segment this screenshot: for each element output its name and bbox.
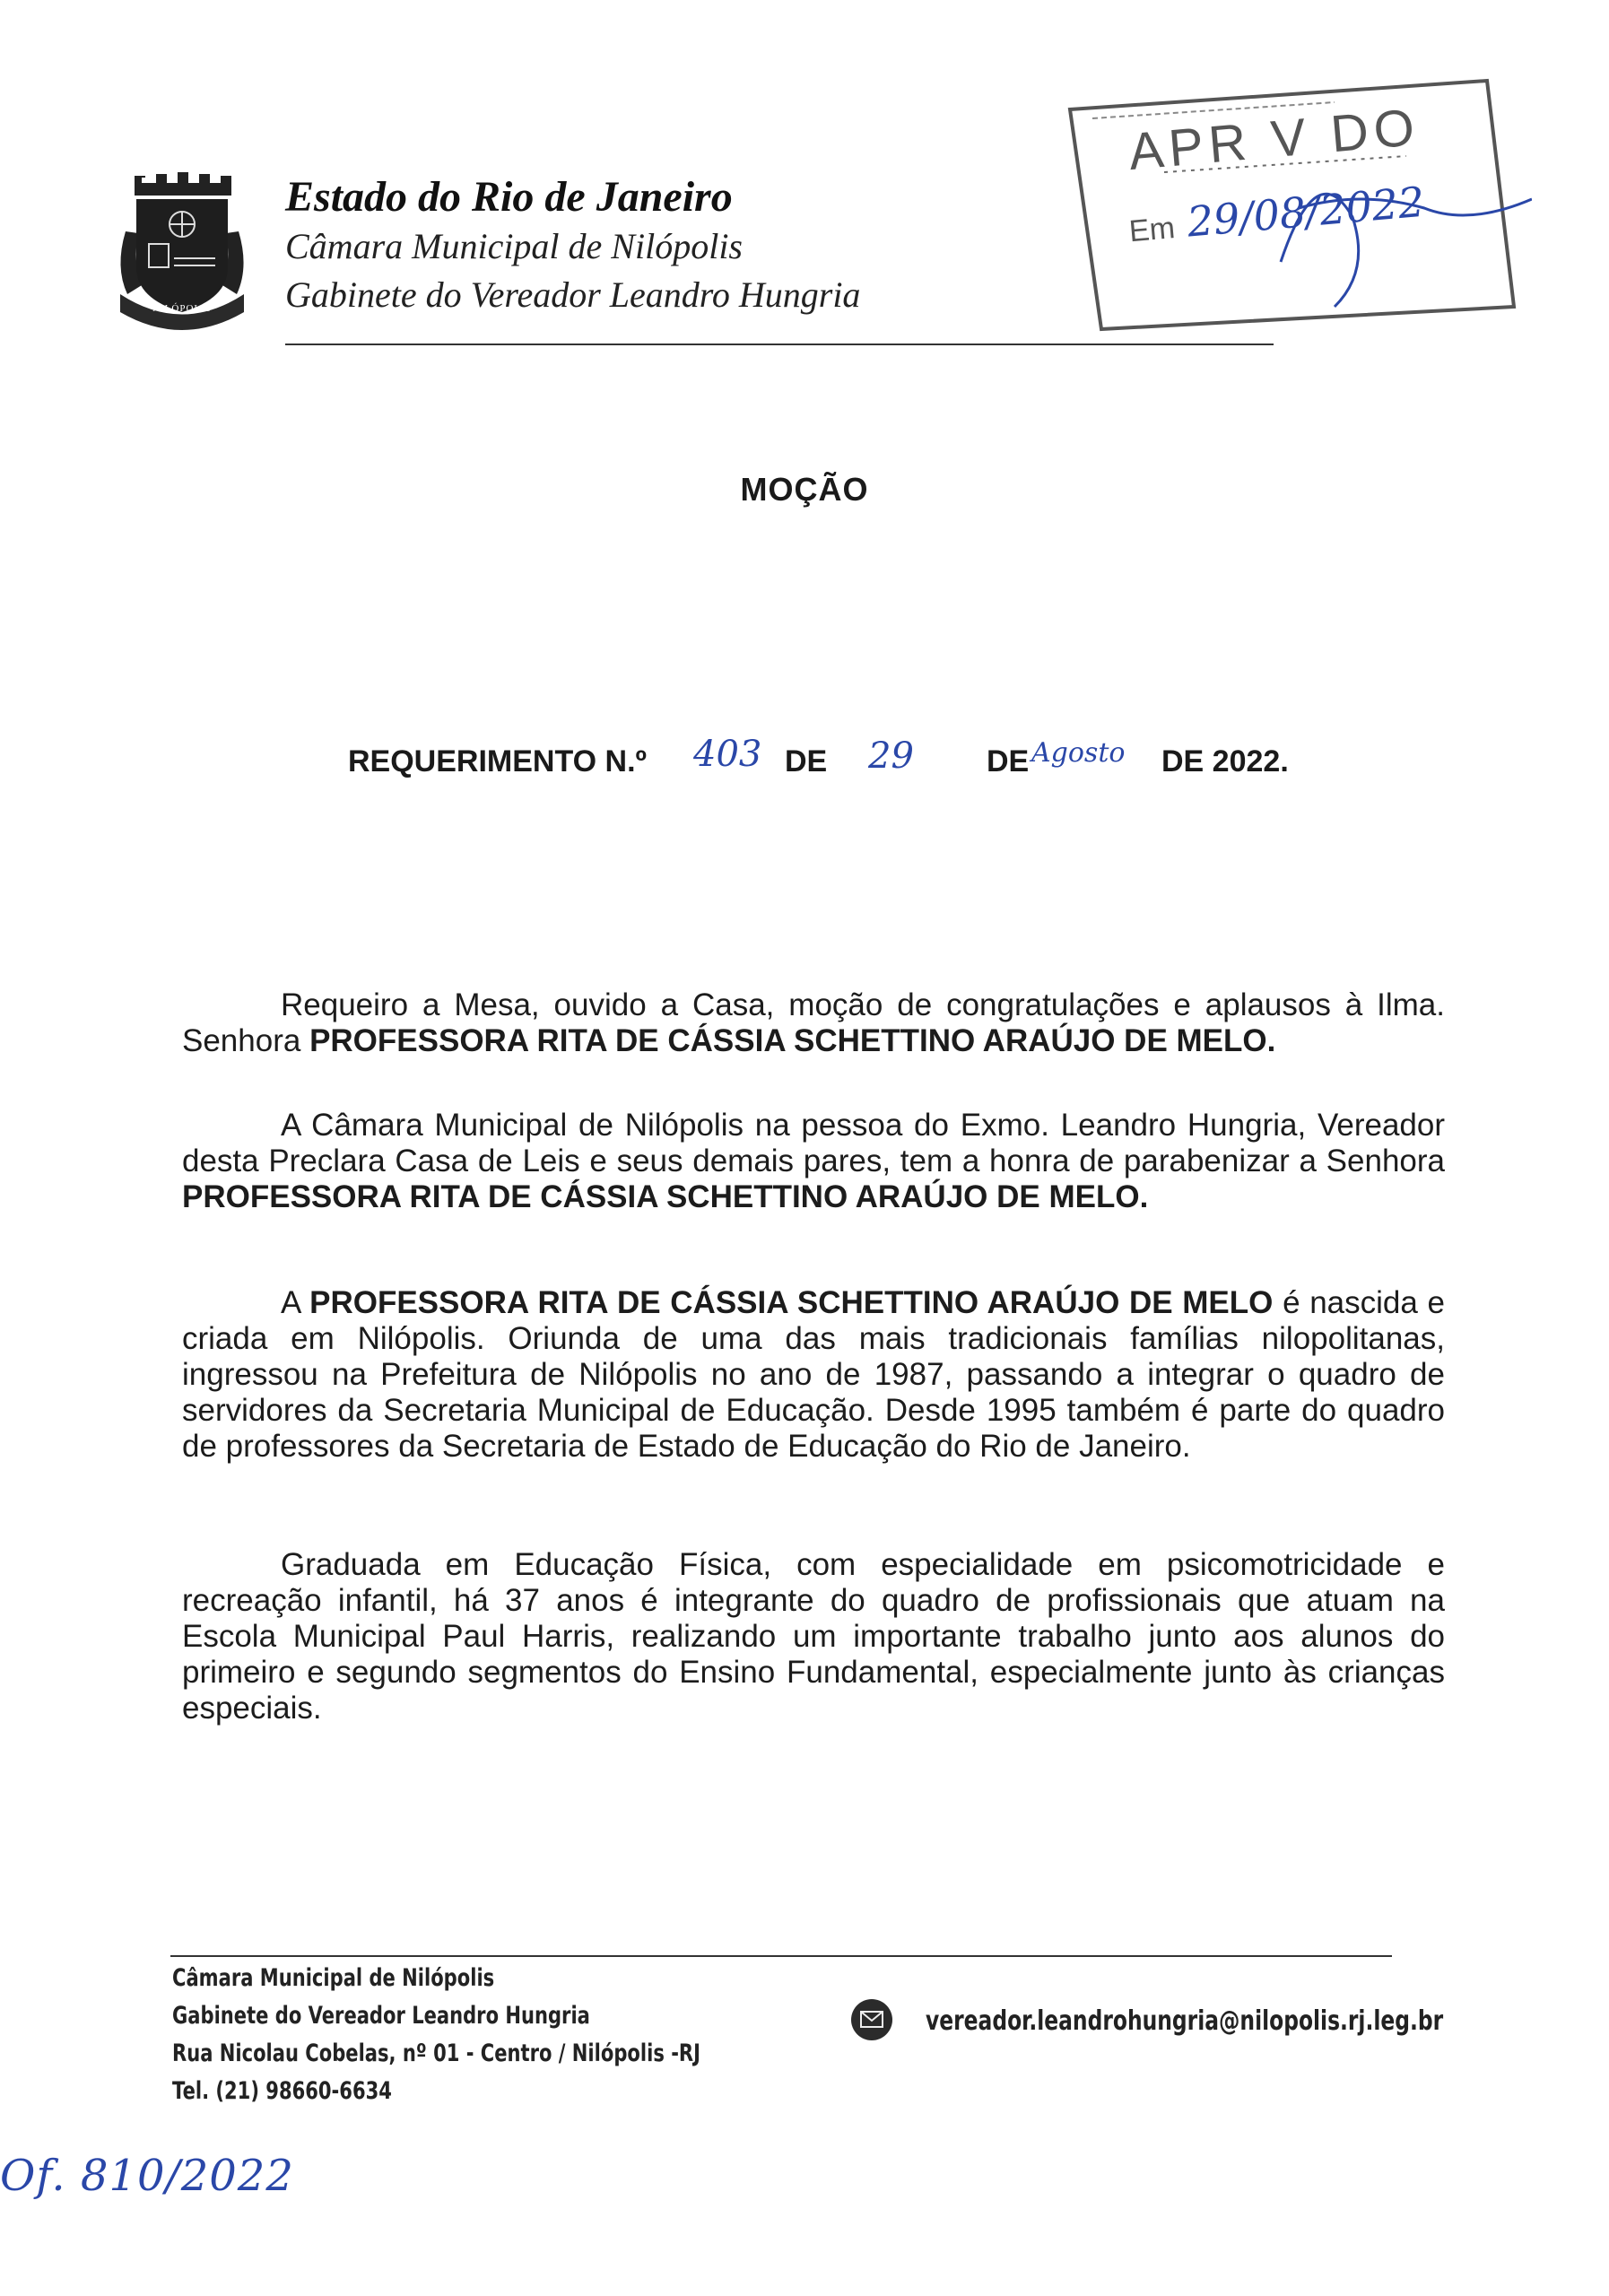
stamp-date-prefix: Em <box>1127 211 1177 249</box>
approval-stamp <box>1065 38 1532 334</box>
email-address[interactable]: vereador.leandrohungria@nilopolis.rj.leg.br <box>926 2005 1444 2037</box>
paragraph-3 <box>182 1285 1445 1465</box>
paragraph-2 <box>182 1108 1445 1215</box>
request-number-line <box>348 728 1317 800</box>
de-label-1: DE <box>785 744 828 778</box>
coat-of-arms-logo <box>115 169 249 330</box>
p1-honoree: PROFESSORA RITA DE CÁSSIA SCHETTINO ARAÚJO DE MELO. <box>309 1023 1276 1058</box>
footer-chamber: Câmara Municipal de Nilópolis <box>172 1964 495 1992</box>
p1-text: Requeiro a Mesa, ouvido a Casa, moção de congratulações e aplausos à Ilma. Senhora <box>182 987 1445 1058</box>
de-label-2: DE <box>987 744 1030 778</box>
footer-phone: Tel. (21) 98660-6634 <box>172 2077 392 2105</box>
chamber-name: Câmara Municipal de Nilópolis <box>285 226 743 266</box>
header-divider <box>285 344 1274 345</box>
footer-office: Gabinete do Vereador Leandro Hungria <box>172 2002 590 2030</box>
p3-honoree: PROFESSORA RITA DE CÁSSIA SCHETTINO ARAÚJO DE MELO <box>309 1285 1274 1320</box>
request-label: REQUERIMENTO N.º <box>348 744 647 778</box>
p2-honoree: PROFESSORA RITA DE CÁSSIA SCHETTINO ARAÚJO DE MELO. <box>182 1179 1149 1214</box>
p3-lead: A <box>281 1285 310 1320</box>
footer-address <box>172 1960 700 2110</box>
office-name: Gabinete do Vereador Leandro Hungria <box>285 274 861 315</box>
p4-text: Graduada em Educação Física, com especialidade em psicomotricidade e recreação infantil, há 37 anos é integrante do quadro de profissionais que atuam na Escola Municipal Paul Harris, realizando um importante trabalho junto aos alunos do primeiro e segundo segmentos do Ensino Fundamental, especialmente junto às crianças especiais. <box>182 1547 1445 1726</box>
crest-ribbon-text: NILÓPOLIS <box>152 303 212 314</box>
p3-text: é nascida e criada em Nilópolis. Oriunda de uma das mais tradicionais famílias nilopolitanas, ingressou na Prefeitura de Nilópolis no ano de 1987, passando a integrar o quadro de servidores da Secretaria Municipal de Educação. Desde 1995 também é parte do quadro de professores da Secretaria de Estado de Educação do Rio de Janeiro. <box>182 1285 1446 1464</box>
document-title: MOÇÃO <box>740 471 869 508</box>
request-day: 29 <box>868 735 914 777</box>
request-year: DE 2022. <box>1161 744 1289 778</box>
paragraph-1 <box>182 987 1445 1059</box>
stamp-date: 29/08/2022 <box>1185 177 1427 247</box>
state-title: Estado do Rio de Janeiro <box>285 173 733 221</box>
stamp-text: APR V DO <box>1126 97 1422 182</box>
request-month: Agosto <box>1031 737 1126 769</box>
footer-street: Rua Nicolau Cobelas, nº 01 - Centro / Nilópolis -RJ <box>172 2039 700 2067</box>
handwritten-office-number: Of. 810/2022 <box>0 2151 294 2201</box>
p2-text: A Câmara Municipal de Nilópolis na pessoa do Exmo. Leandro Hungria, Vereador desta Preclara Casa de Leis e seus demais pares, tem a honra de parabenizar a Senhora <box>182 1108 1445 1178</box>
paragraph-4 <box>182 1547 1445 1726</box>
email-icon <box>850 1998 893 2041</box>
request-number: 403 <box>693 734 762 775</box>
footer-divider <box>170 1955 1392 1957</box>
letterhead <box>285 172 860 319</box>
